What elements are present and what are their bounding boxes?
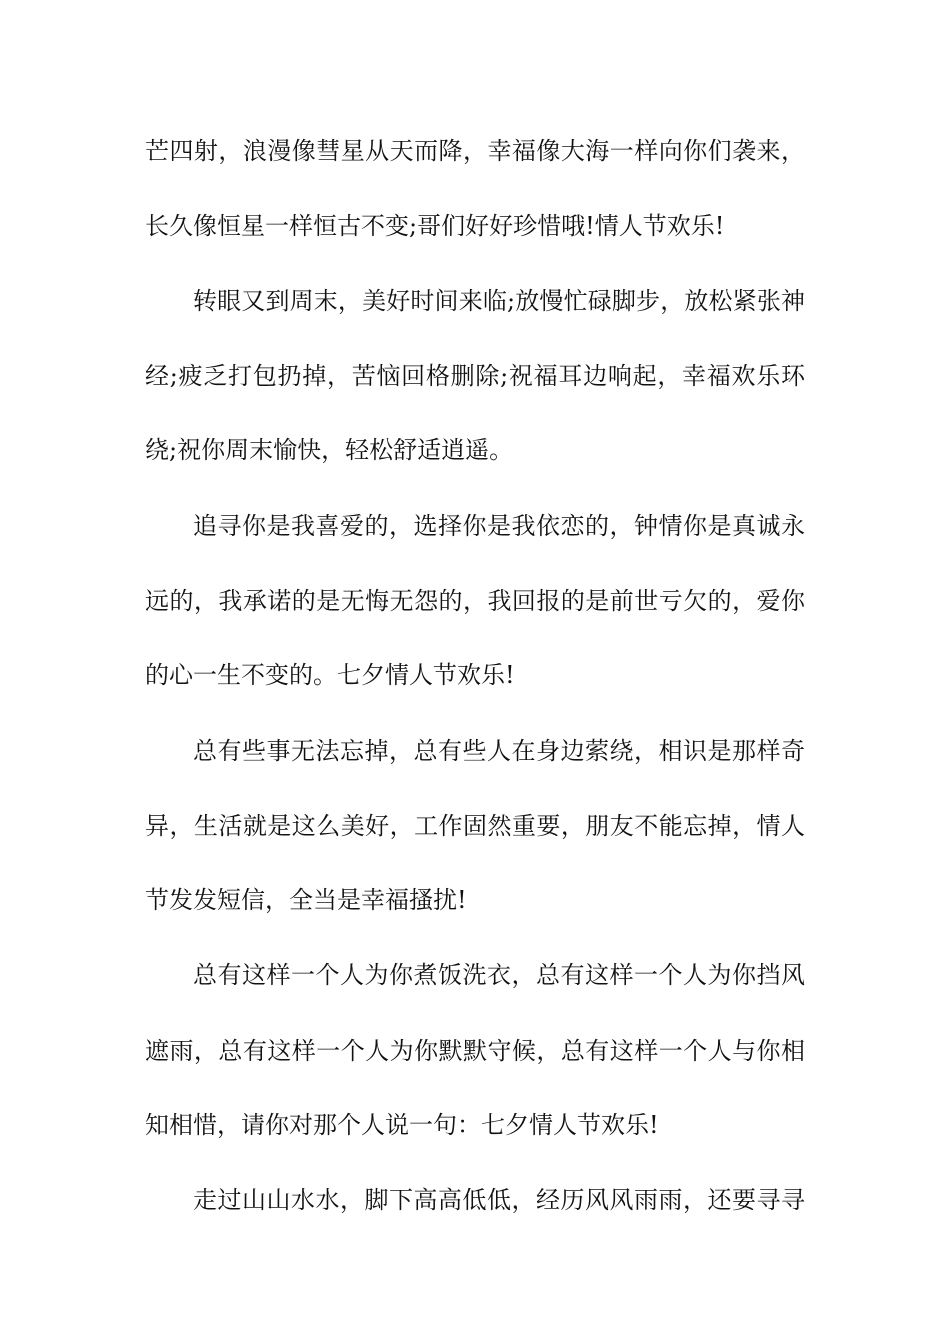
paragraph-first-line: 总有些事无法忘掉，总有些人在身边萦绕，相识是那样奇 [193, 737, 805, 765]
paragraph-first-line: 转眼又到周末，美好时间来临;放慢忙碌脚步，放松紧张神 [193, 287, 805, 315]
text-line: 遮雨，总有这样一个人为你默默守候，总有这样一个人与你相 [145, 1037, 805, 1065]
text-line: 长久像恒星一样恒古不变;哥们好好珍惜哦!情人节欢乐! [145, 212, 725, 240]
text-line: 的心一生不变的。七夕情人节欢乐! [145, 661, 515, 689]
text-line: 远的，我承诺的是无悔无怨的，我回报的是前世亏欠的，爱你 [145, 587, 805, 615]
paragraph-first-line: 追寻你是我喜爱的，选择你是我依恋的，钟情你是真诚永 [193, 512, 805, 540]
paragraph-first-line: 总有这样一个人为你煮饭洗衣，总有这样一个人为你挡风 [193, 961, 805, 989]
text-line: 经;疲乏打包扔掉，苦恼回格删除;祝福耳边响起，幸福欢乐环 [145, 362, 805, 390]
paragraph-first-line: 走过山山水水，脚下高高低低，经历风风雨雨，还要寻寻 [193, 1186, 805, 1214]
text-line: 知相惜，请你对那个人说一句：七夕情人节欢乐! [145, 1111, 659, 1139]
text-line: 节发发短信，全当是幸福搔扰! [145, 886, 467, 914]
text-line: 绕;祝你周末愉快，轻松舒适逍遥。 [145, 436, 514, 464]
text-line: 芒四射，浪漫像彗星从天而降，幸福像大海一样向你们袭来， [145, 137, 805, 165]
text-line: 异，生活就是这么美好，工作固然重要，朋友不能忘掉，情人 [145, 812, 805, 840]
